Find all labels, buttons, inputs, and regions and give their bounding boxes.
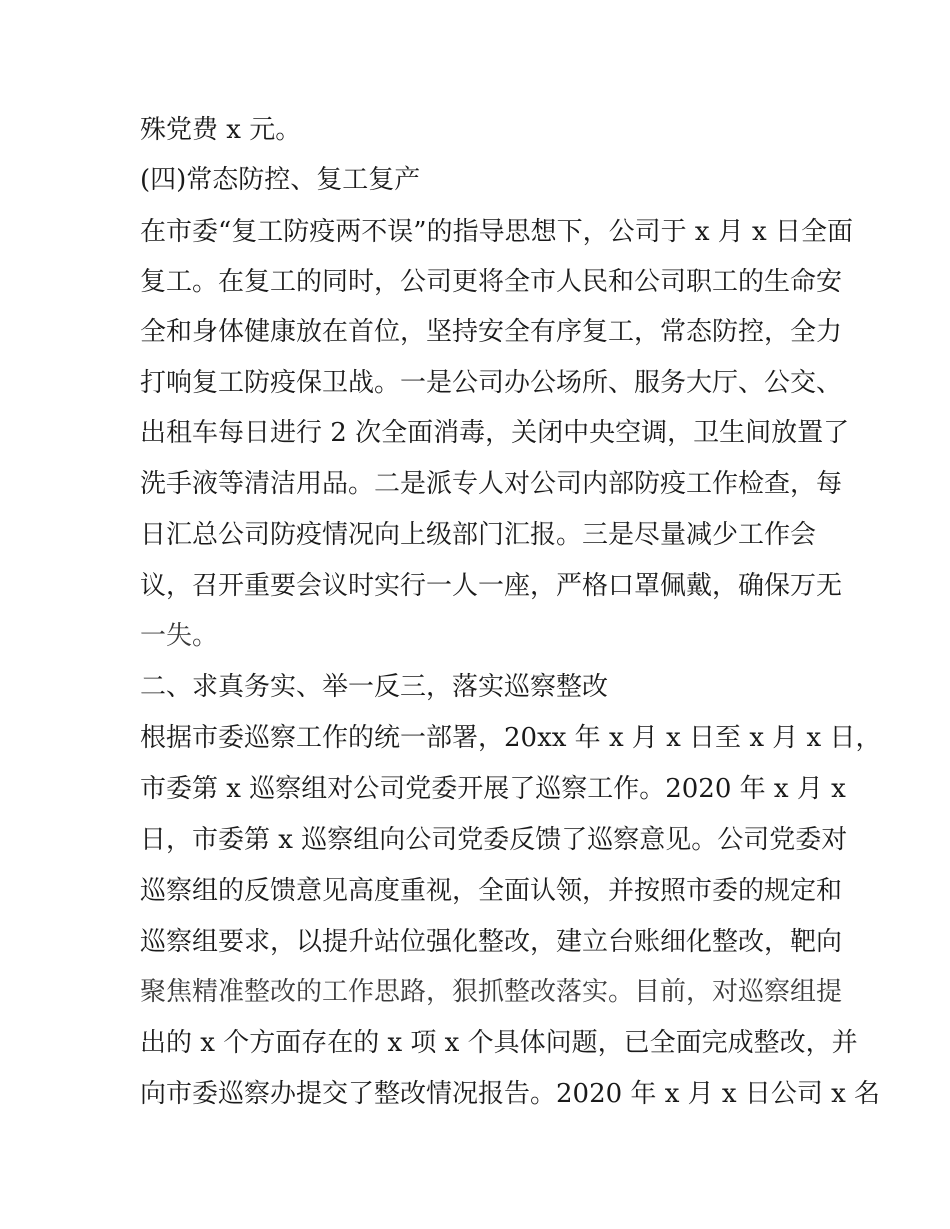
paragraph-line: 出租车每日进行 2 次全面消毒，关闭中央空调，卫生间放置了: [140, 418, 850, 448]
section-heading-two: 二、求真务实、举一反三，落实巡察整改: [140, 672, 609, 702]
paragraph-line: 巡察组的反馈意见高度重视，全面认领，并按照市委的规定和: [140, 876, 843, 906]
paragraph-line: 根据市委巡察工作的统一部署，20xx 年 x 月 x 日至 x 月 x 日，: [140, 723, 882, 753]
section-heading-four: (四)常态防控、复工复产: [140, 165, 421, 195]
paragraph-line: 一失。: [140, 621, 219, 651]
paragraph-line: 复工。在复工的同时，公司更将全市人民和公司职工的生命安: [140, 267, 843, 297]
paragraph-line: 市委第 x 巡察组对公司党委开展了巡察工作。2020 年 x 月 x: [140, 774, 846, 804]
paragraph-line: 洗手液等清洁用品。二是派专人对公司内部防疫工作检查，每: [140, 469, 843, 499]
paragraph-line: 聚焦精准整改的工作思路，狠抓整改落实。目前，对巡察组提: [140, 977, 843, 1007]
paragraph-line: 日汇总公司防疫情况向上级部门汇报。三是尽量减少工作会: [140, 520, 817, 550]
paragraph-line: 日，市委第 x 巡察组向公司党委反馈了巡察意见。公司党委对: [140, 825, 848, 855]
paragraph-line: 出的 x 个方面存在的 x 项 x 个具体问题，已全面完成整改，并: [140, 1028, 858, 1058]
paragraph-line: 全和身体健康放在首位，坚持安全有序复工，常态防控，全力: [140, 317, 843, 347]
paragraph-line: 向市委巡察办提交了整改情况报告。2020 年 x 月 x 日公司 x 名: [140, 1079, 881, 1109]
paragraph-line: 在市委“复工防疫两不误”的指导思想下，公司于 x 月 x 日全面: [140, 217, 853, 247]
paragraph-line: 打响复工防疫保卫战。一是公司办公场所、服务大厅、公交、: [140, 368, 843, 398]
paragraph-line: 殊党费 x 元。: [140, 115, 302, 145]
paragraph-line: 巡察组要求，以提升站位强化整改，建立台账细化整改，靶向: [140, 927, 843, 957]
paragraph-line: 议，召开重要会议时实行一人一座，严格口罩佩戴，确保万无: [140, 571, 843, 601]
